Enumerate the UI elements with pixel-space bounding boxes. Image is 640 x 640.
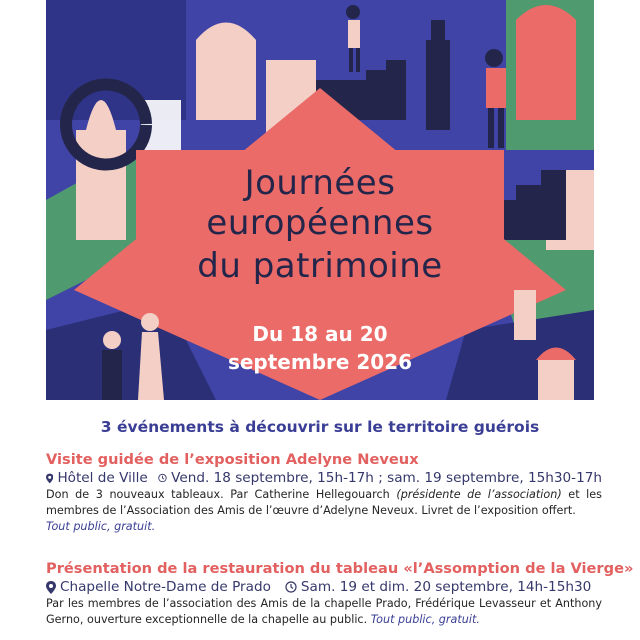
section-heading: 3 événements à découvrir sur le territoire guérois	[100, 418, 540, 436]
event-item	[46, 560, 634, 628]
location-pin-icon	[46, 472, 53, 485]
poster-illustration	[46, 0, 594, 400]
event-description	[46, 487, 602, 535]
event-audience: Tout public, gratuit.	[370, 613, 480, 626]
event-description	[46, 596, 602, 628]
location-pin-icon	[46, 581, 56, 594]
event-place: Chapelle Notre-Dame de Prado	[60, 579, 271, 595]
event-title: Visite guidée de l’exposition Adelyne Neveux	[46, 451, 419, 468]
event-item	[46, 451, 602, 535]
event-desc-text: Par les membres de l’association des Amis de la chapelle Prado, Frédérique Levasseur et Anthony Gerno, ouverture exceptionnelle de la chapelle au public.	[46, 597, 602, 626]
event-desc-role: (présidente de l’association)	[396, 488, 562, 501]
poster-title-line2: européennes	[206, 203, 434, 243]
event-time: Vend. 18 septembre, 15h-17h ; sam. 19 septembre, 15h30-17h	[171, 470, 602, 486]
event-place: Hôtel de Ville	[57, 470, 148, 486]
event-meta	[46, 579, 602, 595]
poster-dates-line1: Du 18 au 20	[252, 322, 388, 346]
poster-title-line3: du patrimoine	[197, 246, 443, 286]
clock-icon	[158, 472, 167, 484]
clock-icon	[285, 581, 297, 593]
event-audience: Tout public, gratuit.	[46, 520, 156, 533]
event-time: Sam. 19 et dim. 20 septembre, 14h-15h30	[300, 579, 592, 595]
poster-dates-line2: septembre 2026	[227, 350, 413, 374]
event-desc-text-2: et les membres de l’Association des Amis de l’œuvre d’Adelyne Neveux. Livret de l’exposition offert.	[46, 488, 603, 517]
event-meta	[46, 470, 602, 486]
event-title: Présentation de la restauration du tableau «l’Assomption de la Vierge»	[46, 560, 634, 577]
event-desc-text: Don de 3 nouveaux tableaux. Par Catherine Hellegouarch	[46, 488, 397, 501]
poster-title-line1: Journées	[244, 163, 396, 203]
